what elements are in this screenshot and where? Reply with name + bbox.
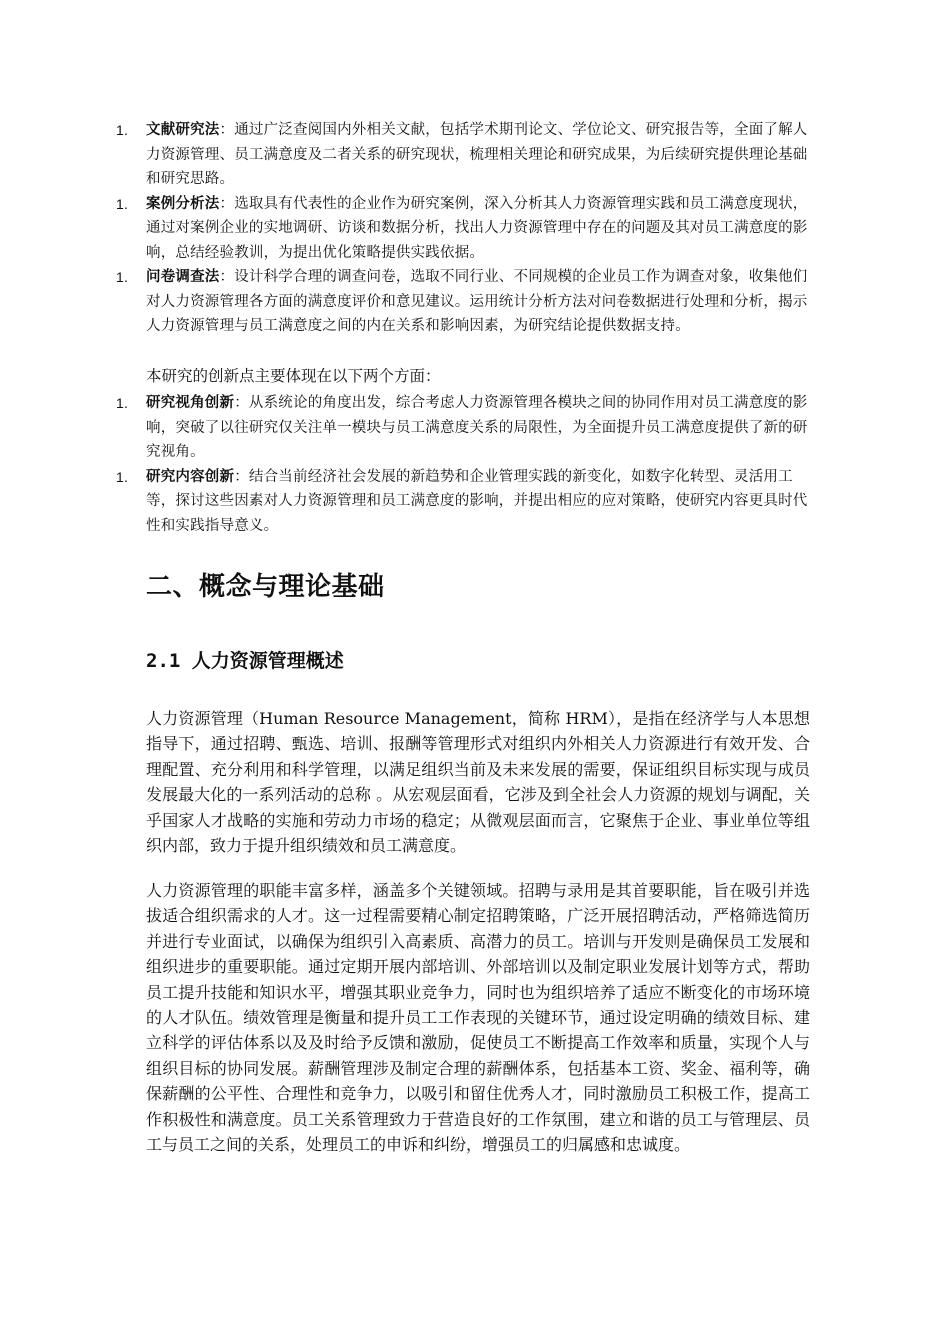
list-item-content	[113, 465, 813, 539]
body-paragraph: 人力资源管理的职能丰富多样，涵盖多个关键领域。招聘与录用是其首要职能，旨在吸引并选拔适合组织需求的人才。这一过程需要精心制定招聘策略，广泛开展招聘活动，严格筛选简历并进行专业面试，以确保为组织引入高素质、高潜力的员工。培训与开发则是确保员工发展和组织进步的重要职能。通过定期开展内部培训、外部培训以及制定职业发展计划等方式，帮助员工提升技能和知识水平，增强其职业竞争力，同时也为组织培养了适应不断变化的市场环境的人才队伍。绩效管理是衡量和提升员工工作表现的关键环节，通过设定明确的绩效目标、建立科学的评估体系以及及时给予反馈和激励，促使员工不断提高工作效率和质量，实现个人与组织目标的协同发展。薪酬管理涉及制定合理的薪酬体系，包括基本工资、奖金、福利等，确保薪酬的公平性、合理性和竞争力，以吸引和留住优秀人才，同时激励员工积极工作，提高工作积极性和满意度。员工关系管理致力于营造良好的工作氛围，建立和谐的员工与管理层、员工与员工之间的关系，处理员工的申诉和纠纷，增强员工的归属感和忠诚度。	[146, 881, 810, 1155]
list-item-text: ：设计科学合理的调查问卷，选取不同行业、不同规模的企业员工作为调查对象，收集他们对人力资源管理各方面的满意度评价和意见建议。运用统计分析方法对问卷数据进行处理和分析，揭示人力资源管理与员工满意度之间的内在关系和影响因素，为研究结论提供数据支持。	[146, 269, 808, 334]
section-heading: 2.1 人力资源管理概述	[146, 650, 344, 672]
list-item-lead: 研究内容创新	[146, 468, 235, 485]
list-item-text: ：从系统论的角度出发，综合考虑人力资源管理各模块之间的协同作用对员工满意度的影响，突破了以往研究仅关注单一模块与员工满意度关系的局限性，为全面提升员工满意度提供了新的研究视角。	[146, 395, 808, 460]
list-item-case	[113, 192, 813, 266]
list-number: 1.	[116, 195, 129, 212]
list-item-perspective	[113, 391, 813, 465]
list-item-text: ：通过广泛查阅国内外相关文献，包括学术期刊论文、学位论文、研究报告等，全面了解人力资源管理、员工满意度及二者关系的研究现状，梳理相关理论和研究成果，为后续研究提供理论基础和研究思路。	[146, 122, 808, 187]
list-number: 1.	[116, 395, 129, 411]
chapter-heading: 二、概念与理论基础	[146, 572, 385, 602]
list-item-lead: 研究视角创新	[146, 395, 235, 411]
list-item-survey	[113, 265, 813, 339]
innovation-intro: 本研究的创新点主要体现在以下两个方面：	[146, 367, 441, 385]
list-item-text: ：结合当前经济社会发展的新趋势和企业管理实践的新变化，如数字化转型、灵活用工等，探讨这些因素对人力资源管理和员工满意度的影响，并提出相应的应对策略，使研究内容更具时代性和实践指导意义。	[146, 468, 808, 534]
list-item-lead: 问卷调查法	[146, 269, 220, 285]
list-number: 1.	[116, 122, 129, 138]
list-number: 1.	[116, 468, 129, 485]
list-item-text: ：选取具有代表性的企业作为研究案例，深入分析其人力资源管理实践和员工满意度现状，通过对案例企业的实地调研、访谈和数据分析，找出人力资源管理中存在的问题及其对员工满意度的影响，总结经验教训，为提出优化策略提供实践依据。	[146, 195, 808, 261]
body-paragraph: 人力资源管理（Human Resource Management，简称 HRM），是指在经济学与人本思想指导下，通过招聘、甄选、培训、报酬等管理形式对组织内外相关人力资源进行有效开发、合理配置、充分利用和科学管理，以满足组织当前及未来发展的需要，保证组织目标实现与成员发展最大化的一系列活动的总称 。从宏观层面看，它涉及到全社会人力资源的规划与调配，关乎国家人才战略的实施和劳动力市场的稳定；从微观层面而言，它聚焦于企业、事业单位等组织内部，致力于提升组织绩效和员工满意度。	[146, 709, 810, 856]
research-methods-list	[113, 118, 813, 339]
list-item-lead: 案例分析法	[146, 195, 220, 212]
list-number: 1.	[116, 269, 129, 285]
innovations-list	[113, 391, 813, 538]
list-item-lead: 文献研究法	[146, 122, 220, 138]
list-item-literature	[113, 118, 813, 192]
